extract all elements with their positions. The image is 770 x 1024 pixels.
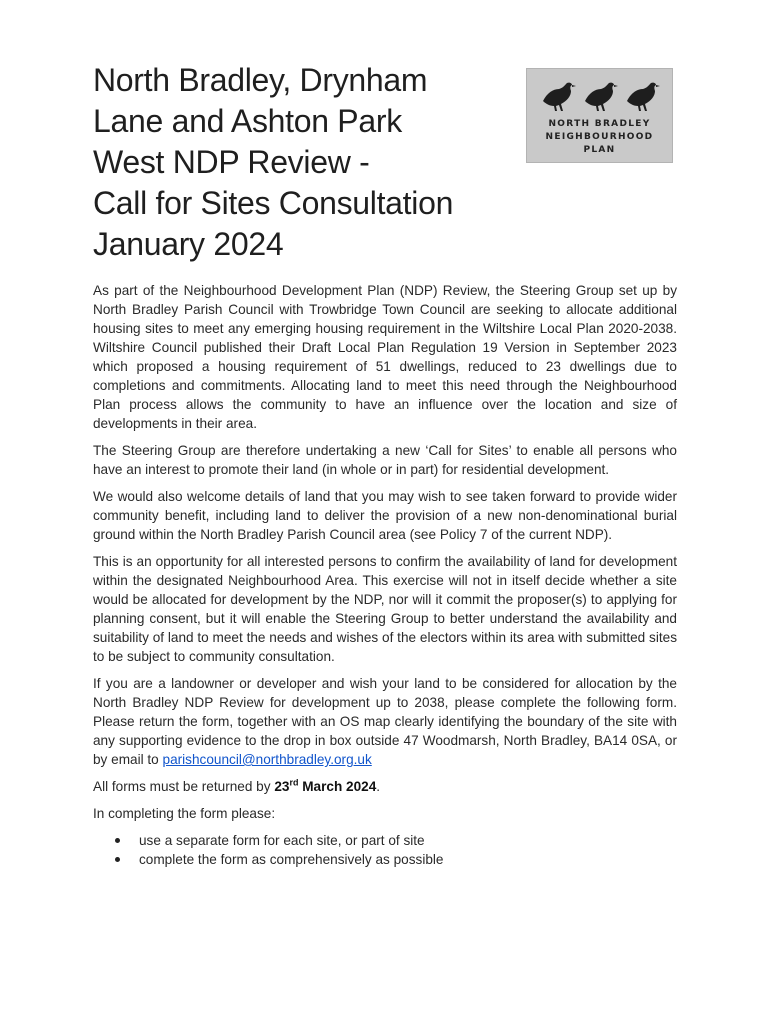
list-item-text: complete the form as comprehensively as possible (139, 852, 444, 867)
title-line: Lane and Ashton Park (93, 103, 402, 139)
paragraph-intro: As part of the Neighbourhood Development Plan (NDP) Review, the Steering Group set up by North Bradley Parish Council with Trowbridge Town Council are seeking to allocate additional housing sites to meet any emerging housing requirement in the Wiltshire Local Plan 2020-2038. Wiltshire Council published their Draft Local Plan Regulation 19 Version in September 2023 which proposed a housing requirement of 51 dwellings, reduced to 23 dwellings due to completions and commitments. Allocating land to meet this need through the Neighbourhood Plan process allows the community to have an influence over the location and size of developments in their area. (93, 283, 677, 431)
deadline-suffix: rd (289, 777, 299, 788)
deadline-end: . (376, 779, 381, 794)
bullet-icon (115, 838, 120, 843)
three-birds-icon (527, 69, 672, 117)
paragraph-list-intro: In completing the form please: (93, 806, 276, 821)
title-line: January 2024 (93, 226, 284, 262)
list-item-text: use a separate form for each site, or part of site (139, 833, 425, 848)
deadline-prefix: All forms must be returned by (93, 779, 275, 794)
deadline-month-year: March 2024 (298, 779, 377, 794)
paragraph-call-for-sites: The Steering Group are therefore undertaking a new ‘Call for Sites’ to enable all persons who have an interest to promote their land (in whole or in part) for residential development. (93, 443, 677, 477)
deadline-day: 23 (274, 779, 290, 794)
neighbourhood-plan-logo (526, 68, 673, 163)
bullet-icon (115, 857, 120, 862)
page-title (93, 60, 513, 265)
deadline-date (274, 779, 376, 794)
list-item (93, 850, 677, 869)
logo-line: NORTH BRADLEY (548, 119, 651, 129)
logo-line: NEIGHBOURHOOD (545, 132, 654, 142)
paragraph-opportunity: This is an opportunity for all interested persons to confirm the availability of land for development within the designated Neighbourhood Area. This exercise will not in itself decide whether a site would be allocated for development by the NDP, nor will it commit the proposer(s) to applying for planning consent, but it will enable the Steering Group to better understand the availability and suitability of land to meet the needs and wishes of the electors within its area with submitted sites to be subject to community consultation. (93, 554, 677, 664)
logo-line: PLAN (583, 145, 616, 155)
title-line: North Bradley, Drynham (93, 62, 428, 98)
paragraph-instructions (93, 674, 677, 769)
logo-text (527, 118, 672, 157)
paragraph-community-benefit: We would also welcome details of land that you may wish to see taken forward to provide wider community benefit, including land to deliver the provision of a new non-denominational burial ground within the North Bradley Parish Council area (see Policy 7 of the current NDP). (93, 489, 677, 542)
instructions-list (93, 831, 677, 869)
list-item (93, 831, 677, 850)
title-line: Call for Sites Consultation (93, 185, 454, 221)
instructions-text: If you are a landowner or developer and wish your land to be considered for allocation by the North Bradley NDP Review for development up to 2038, please complete the following form. Please return the form, together with an OS map clearly identifying the boundary of the site with any supporting evidence to the drop in box outside 47 Woodmarsh, North Bradley, BA14 0SA, or by email to (93, 676, 677, 767)
paragraph-deadline (93, 777, 677, 796)
document-body (93, 281, 677, 869)
email-link[interactable]: parishcouncil@northbradley.org.uk (162, 752, 372, 767)
title-line: West NDP Review - (93, 144, 370, 180)
